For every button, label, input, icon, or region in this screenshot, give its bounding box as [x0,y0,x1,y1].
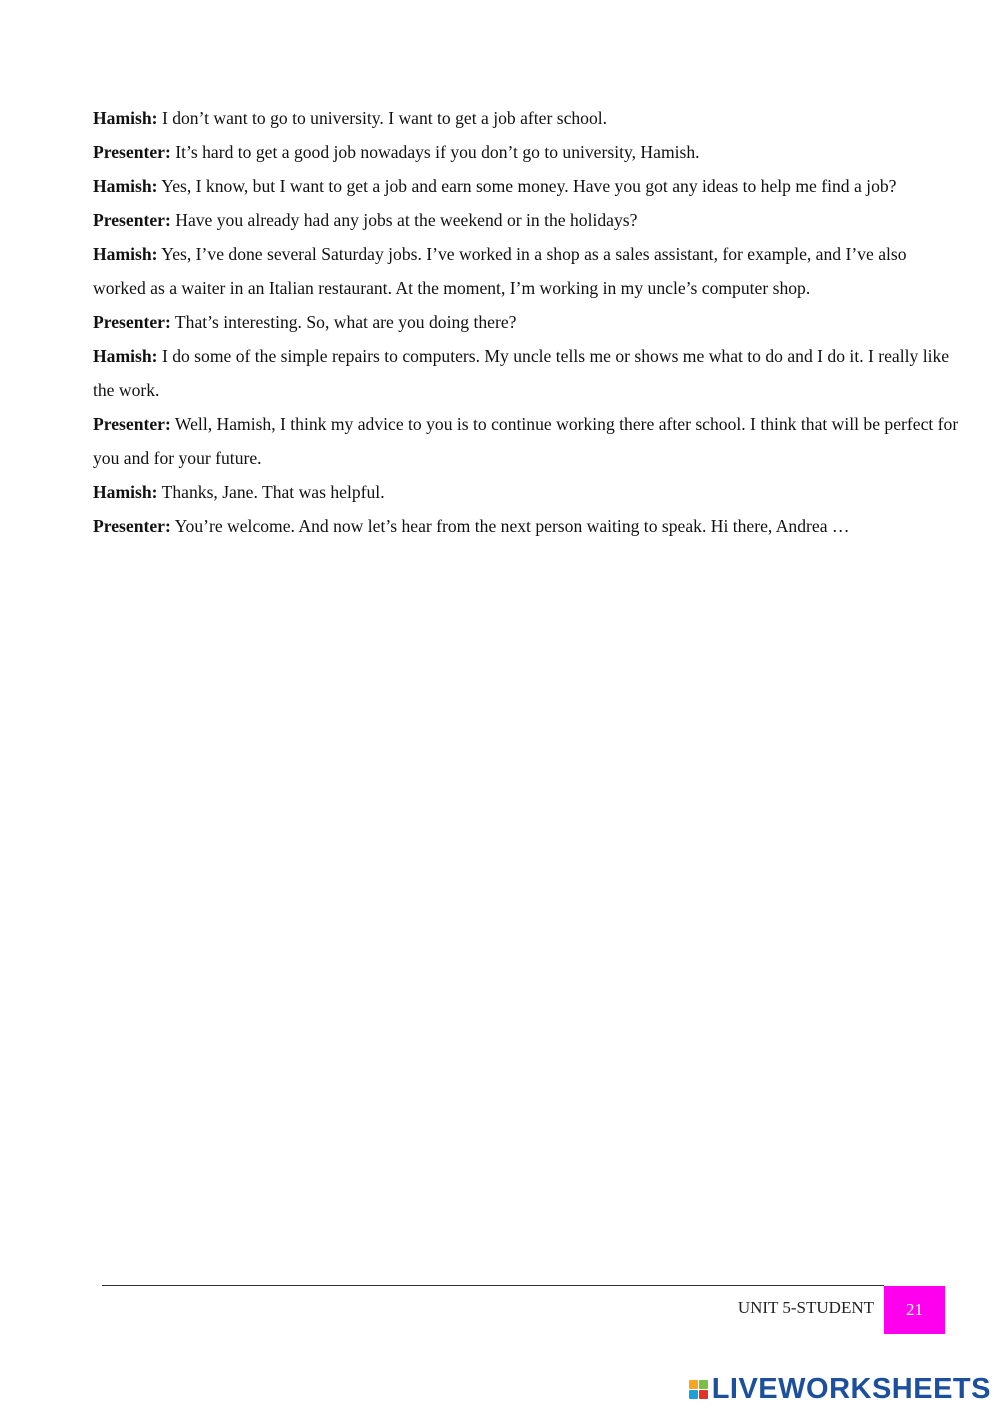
liveworksheets-logo-icon [689,1380,708,1399]
dialogue-line [93,203,963,237]
dialogue-transcript [93,101,963,543]
speaker-name: Hamish: [93,244,158,264]
speaker-name: Hamish: [93,482,158,502]
dialogue-line [93,475,963,509]
logo-tile [699,1390,708,1399]
dialogue-text: Thanks, Jane. That was helpful. [161,482,385,502]
dialogue-line [93,101,963,135]
brand-name: LIVEWORKSHEETS [711,1373,991,1405]
page-number-box [884,1286,945,1334]
dialogue-line [93,237,963,305]
speaker-name: Presenter: [93,142,171,162]
dialogue-text: That’s interesting. So, what are you doing there? [174,312,517,332]
dialogue-text: Yes, I’ve done several Saturday jobs. I’ve worked in a shop as a sales assistant, for example, and I’ve also worked as a waiter in an Italian restaurant. At the moment, I’m working in my uncle’s computer shop. [93,244,907,298]
speaker-name: Presenter: [93,210,171,230]
logo-tile [689,1390,698,1399]
dialogue-line [93,509,963,543]
dialogue-line [93,135,963,169]
logo-tile [689,1380,698,1389]
dialogue-text: I don’t want to go to university. I want to get a job after school. [161,108,608,128]
speaker-name: Hamish: [93,346,158,366]
footer-divider [102,1285,884,1286]
dialogue-text: You’re welcome. And now let’s hear from the next person waiting to speak. Hi there, Andrea … [174,516,850,536]
logo-tile [699,1380,708,1389]
footer-unit-label: UNIT 5-STUDENT [737,1298,874,1317]
dialogue-line [93,339,963,407]
dialogue-text: Have you already had any jobs at the weekend or in the holidays? [175,210,638,230]
dialogue-text: I do some of the simple repairs to computers. My uncle tells me or shows me what to do and I do it. I really like the work. [93,346,950,400]
dialogue-text: It’s hard to get a good job nowadays if you don’t go to university, Hamish. [175,142,700,162]
dialogue-line [93,305,963,339]
liveworksheets-brand [689,1375,991,1404]
dialogue-text: Well, Hamish, I think my advice to you is to continue working there after school. I think that will be perfect for you and for your future. [93,414,959,468]
dialogue-text: Yes, I know, but I want to get a job and earn some money. Have you got any ideas to help me find a job? [161,176,897,196]
dialogue-line [93,407,963,475]
speaker-name: Presenter: [93,516,171,536]
speaker-name: Presenter: [93,312,171,332]
page-number: 21 [906,1300,923,1319]
speaker-name: Hamish: [93,176,158,196]
dialogue-line [93,169,963,203]
speaker-name: Presenter: [93,414,171,434]
speaker-name: Hamish: [93,108,158,128]
